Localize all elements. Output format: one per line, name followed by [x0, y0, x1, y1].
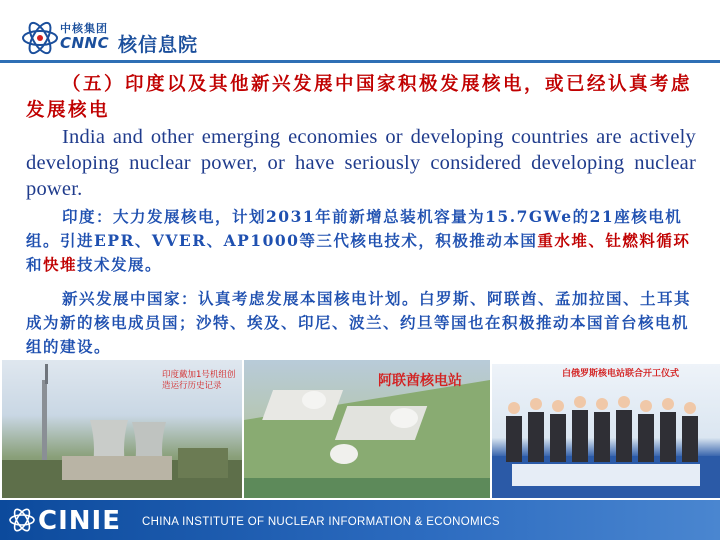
photo-india-kaiga [2, 360, 242, 498]
header [0, 0, 720, 62]
caption-india: 印度戴加1号机组创造运行历史记录 [162, 370, 236, 391]
slide-content [26, 72, 696, 359]
footer-brand: CINIE [38, 506, 121, 536]
emerging-paragraph: 新兴发展中国家：认真考虑发展本国核电计划。白罗斯、阿联酋、孟加拉国、土耳其成为新的核电成员国；沙特、埃及、印尼、波兰、约旦等国也在积极推动本国首台核电机组的建设。 [26, 289, 692, 356]
india-text-3: 技术发展。 [77, 255, 163, 274]
logo-cnnc: CNNC [60, 34, 110, 52]
cnnc-logo [20, 18, 200, 58]
footer-institute-name: CHINA INSTITUTE OF NUCLEAR INFORMATION & ECONOMICS [142, 516, 500, 528]
india-paragraph [26, 205, 696, 277]
atom-logo-icon [20, 20, 60, 56]
photo-uae-plant [244, 360, 490, 498]
photo-belarus-ceremony [492, 364, 720, 498]
caption-belarus: 白俄罗斯核电站联合开工仪式 [562, 369, 680, 379]
english-paragraph: India and other emerging economies or developing countries are actively developing nuclear power, or have seriously considered developing nuclear power. [26, 126, 696, 200]
cinie-atom-icon [8, 508, 36, 532]
header-divider [0, 60, 720, 63]
india-text-2: 和 [26, 255, 44, 274]
india-highlight-2: 快堆 [43, 255, 78, 274]
footer-bar [0, 500, 720, 540]
logo-cn-big: 核信息院 [118, 34, 199, 56]
logo-cn-small: 中核集团 [60, 22, 108, 35]
india-text-1: 印度：大力发展核电，计划2031年前新增总装机容量为15.7GWe的21座核电机组。引进EPR、VVER、AP1000等三代核电技术，积极推动本国 [26, 207, 683, 250]
india-highlight-1: 重水堆、钍燃料循环 [537, 231, 691, 250]
section-heading: （五）印度以及其他新兴发展中国家积极发展核电，或已经认真考虑发展核电 [26, 74, 693, 121]
caption-uae: 阿联酋核电站 [378, 373, 462, 389]
photo-strip [0, 360, 720, 498]
ceremony-illustration [492, 364, 720, 498]
